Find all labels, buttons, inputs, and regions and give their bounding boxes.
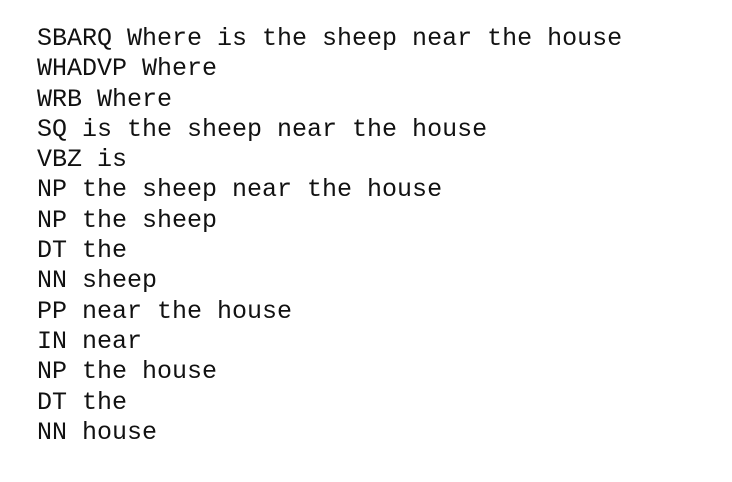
- parse-line-np-full: NP the sheep near the house: [37, 175, 443, 205]
- parse-line-wrb: WRB Where: [37, 84, 173, 114]
- parse-line-whadvp: WHADVP Where: [37, 54, 218, 84]
- parse-line-sbarq: SBARQ Where is the sheep near the house: [37, 24, 623, 53]
- parse-line-sq: SQ is the sheep near the house: [37, 114, 488, 144]
- parse-line-nn-house: NN house: [37, 417, 158, 447]
- parse-line-np-sheep: NP the sheep: [37, 205, 218, 235]
- parse-line-vbz: VBZ is: [37, 145, 128, 175]
- parse-line-dt-2: DT the: [37, 387, 128, 417]
- parse-line-dt-1: DT the: [37, 236, 128, 266]
- parse-line-np-house: NP the house: [37, 357, 218, 387]
- parse-line-in: IN near: [37, 326, 143, 356]
- parse-line-nn-sheep: NN sheep: [37, 266, 158, 296]
- parse-tree-listing: [37, 24, 622, 448]
- parse-line-pp: PP near the house: [37, 296, 293, 326]
